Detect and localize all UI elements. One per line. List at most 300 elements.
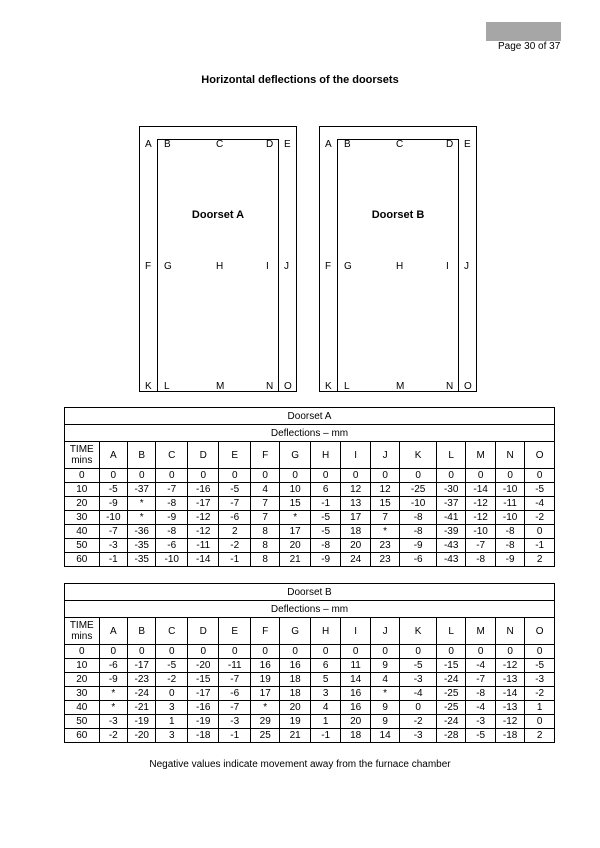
deflection-cell: 0	[128, 469, 156, 483]
deflection-cell: 0	[280, 469, 310, 483]
deflection-cell: -18	[187, 729, 219, 743]
point-label-n: N	[446, 381, 454, 392]
deflection-cell: 9	[370, 659, 399, 673]
deflection-cell: -16	[187, 701, 219, 715]
time-cell: 60	[65, 729, 100, 743]
deflection-cell: 2	[525, 553, 555, 567]
deflection-cell: 10	[280, 483, 310, 497]
deflection-cell: 5	[310, 673, 340, 687]
deflection-cell: -25	[436, 687, 465, 701]
deflection-cell: 17	[341, 511, 370, 525]
point-label-i: I	[446, 261, 449, 272]
point-label-m: M	[216, 381, 225, 392]
table-row	[65, 469, 555, 483]
point-label-k: K	[325, 381, 332, 392]
deflection-cell: 7	[250, 497, 279, 511]
deflection-cell: 0	[436, 469, 465, 483]
deflection-cell: 12	[370, 483, 399, 497]
deflection-cell: -25	[400, 483, 437, 497]
deflection-cell: 9	[370, 701, 399, 715]
deflection-cell: -8	[310, 539, 340, 553]
deflection-cell: 20	[341, 539, 370, 553]
table-row	[65, 553, 555, 567]
table-row	[65, 645, 555, 659]
deflection-cell: 0	[436, 645, 465, 659]
deflection-cell: 0	[370, 645, 399, 659]
deflection-cell: -9	[99, 673, 127, 687]
deflection-cell: *	[250, 701, 279, 715]
time-header: TIME mins	[65, 618, 100, 645]
deflection-cell: 6	[310, 659, 340, 673]
deflection-cell: -5	[310, 525, 340, 539]
deflection-cell: -6	[219, 511, 251, 525]
deflection-cell: -4	[525, 497, 555, 511]
deflection-cell: -5	[400, 659, 437, 673]
deflection-cell: -35	[128, 553, 156, 567]
deflection-cell: 0	[525, 469, 555, 483]
table-title: Doorset A	[65, 408, 555, 425]
time-cell: 50	[65, 715, 100, 729]
deflection-cell: -2	[156, 673, 188, 687]
point-label-f: F	[325, 261, 332, 272]
column-header-m: M	[466, 618, 495, 645]
deflection-cell: -24	[436, 715, 465, 729]
point-label-d: D	[446, 139, 454, 150]
column-header-d: D	[187, 442, 219, 469]
deflection-cell: -17	[187, 497, 219, 511]
table-row	[65, 729, 555, 743]
column-header-d: D	[187, 618, 219, 645]
deflection-cell: -5	[219, 483, 251, 497]
deflection-cell: -5	[156, 659, 188, 673]
deflection-cell: -28	[436, 729, 465, 743]
deflection-cell: 0	[341, 469, 370, 483]
time-cell: 20	[65, 673, 100, 687]
footnote: Negative values indicate movement away from the furnace chamber	[149, 759, 451, 770]
deflection-cell: 21	[280, 729, 310, 743]
deflection-cell: -6	[219, 687, 251, 701]
deflection-cell: 2	[525, 729, 555, 743]
table-row	[65, 539, 555, 553]
point-label-d: D	[266, 139, 274, 150]
table-row	[65, 525, 555, 539]
deflection-cell: -37	[436, 497, 465, 511]
deflection-cell: 0	[310, 469, 340, 483]
deflection-cell: -10	[156, 553, 188, 567]
point-label-g: G	[164, 261, 172, 272]
deflection-cell: -10	[495, 511, 524, 525]
deflection-cell: -4	[466, 701, 495, 715]
deflection-cell: -14	[466, 483, 495, 497]
point-label-m: M	[396, 381, 405, 392]
deflection-cell: -4	[466, 659, 495, 673]
deflection-cell: -3	[400, 729, 437, 743]
doorset-b-deflection-table	[64, 583, 555, 743]
deflection-cell: 0	[156, 469, 188, 483]
deflection-cell: -2	[99, 729, 127, 743]
deflection-cell: 0	[466, 469, 495, 483]
point-label-c: C	[396, 139, 404, 150]
deflection-cell: -11	[219, 659, 251, 673]
deflection-cell: -8	[156, 525, 188, 539]
deflection-cell: 29	[250, 715, 279, 729]
table-row	[65, 497, 555, 511]
deflection-cell: -5	[525, 659, 555, 673]
deflection-cell: -2	[525, 511, 555, 525]
column-header-o: O	[525, 442, 555, 469]
deflection-cell: 25	[250, 729, 279, 743]
deflection-cell: -2	[525, 687, 555, 701]
deflection-cell: -1	[219, 553, 251, 567]
deflection-cell: 0	[341, 645, 370, 659]
column-header-m: M	[466, 442, 495, 469]
deflection-cell: 2	[219, 525, 251, 539]
deflection-cell: 16	[341, 701, 370, 715]
deflection-cell: -6	[156, 539, 188, 553]
deflection-cell: -14	[187, 553, 219, 567]
table-subtitle: Deflections – mm	[65, 425, 555, 442]
deflection-cell: 3	[310, 687, 340, 701]
deflection-cell: -12	[187, 525, 219, 539]
deflection-cell: 23	[370, 539, 399, 553]
deflection-cell: -13	[495, 673, 524, 687]
deflection-cell: 8	[250, 525, 279, 539]
column-header-g: G	[280, 618, 310, 645]
page-number: Page 30 of 37	[498, 41, 561, 52]
point-label-l: L	[164, 381, 170, 392]
deflection-cell: 8	[250, 553, 279, 567]
deflection-cell: -19	[128, 715, 156, 729]
table-row	[65, 715, 555, 729]
table-title: Doorset B	[65, 584, 555, 601]
deflection-cell: 0	[495, 645, 524, 659]
deflection-cell: 3	[156, 729, 188, 743]
point-label-n: N	[266, 381, 274, 392]
column-header-e: E	[219, 442, 251, 469]
point-label-o: O	[464, 381, 472, 392]
deflection-cell: -3	[525, 673, 555, 687]
deflection-cell: -1	[310, 729, 340, 743]
page-title: Horizontal deflections of the doorsets	[201, 74, 399, 86]
deflection-cell: 0	[156, 645, 188, 659]
deflection-cell: *	[370, 687, 399, 701]
deflection-cell: 17	[250, 687, 279, 701]
deflection-cell: 0	[128, 645, 156, 659]
point-label-j: J	[464, 261, 469, 272]
deflection-cell: 13	[341, 497, 370, 511]
deflection-cell: 8	[250, 539, 279, 553]
deflection-cell: 18	[280, 673, 310, 687]
deflection-cell: -10	[495, 483, 524, 497]
deflection-cell: 0	[466, 645, 495, 659]
deflection-cell: 0	[400, 469, 437, 483]
deflection-cell: 0	[525, 645, 555, 659]
deflection-cell: 16	[341, 687, 370, 701]
time-cell: 0	[65, 645, 100, 659]
deflection-cell: -9	[495, 553, 524, 567]
deflection-cell: -15	[436, 659, 465, 673]
deflection-cell: -9	[310, 553, 340, 567]
deflection-cell: 0	[250, 645, 279, 659]
deflection-cell: -1	[219, 729, 251, 743]
deflection-cell: -21	[128, 701, 156, 715]
time-cell: 40	[65, 525, 100, 539]
deflection-cell: -39	[436, 525, 465, 539]
point-label-f: F	[145, 261, 152, 272]
deflection-cell: 0	[99, 645, 127, 659]
deflection-cell: -12	[495, 715, 524, 729]
column-header-n: N	[495, 442, 524, 469]
point-label-g: G	[344, 261, 352, 272]
column-header-b: B	[128, 442, 156, 469]
deflection-cell: 18	[341, 525, 370, 539]
deflection-cell: 0	[219, 469, 251, 483]
deflection-cell: -6	[400, 553, 437, 567]
deflection-cell: -3	[400, 673, 437, 687]
column-header-h: H	[310, 618, 340, 645]
deflection-cell: 12	[341, 483, 370, 497]
deflection-cell: 0	[187, 469, 219, 483]
deflection-cell: *	[99, 701, 127, 715]
deflection-cell: -3	[466, 715, 495, 729]
deflection-cell: 20	[341, 715, 370, 729]
deflection-cell: -24	[128, 687, 156, 701]
column-header-a: A	[99, 442, 127, 469]
table-row	[65, 659, 555, 673]
deflection-cell: -13	[495, 701, 524, 715]
column-header-e: E	[219, 618, 251, 645]
deflection-cell: -2	[400, 715, 437, 729]
column-header-b: B	[128, 618, 156, 645]
column-header-k: K	[400, 618, 437, 645]
deflection-cell: -7	[219, 497, 251, 511]
deflection-cell: 0	[495, 469, 524, 483]
deflection-cell: *	[128, 511, 156, 525]
deflection-cell: -11	[495, 497, 524, 511]
deflection-cell: -20	[187, 659, 219, 673]
doorset-b-diagram	[319, 126, 477, 392]
column-header-f: F	[250, 618, 279, 645]
deflection-cell: -7	[466, 673, 495, 687]
point-label-i: I	[266, 261, 269, 272]
column-header-i: I	[341, 618, 370, 645]
deflection-cell: 1	[156, 715, 188, 729]
deflection-cell: -17	[187, 687, 219, 701]
deflection-cell: 17	[280, 525, 310, 539]
time-header: TIME mins	[65, 442, 100, 469]
deflection-cell: -8	[400, 511, 437, 525]
deflection-cell: -14	[495, 687, 524, 701]
column-header-k: K	[400, 442, 437, 469]
point-label-e: E	[464, 139, 471, 150]
deflection-cell: -25	[436, 701, 465, 715]
deflection-cell: -37	[128, 483, 156, 497]
deflection-cell: 0	[400, 645, 437, 659]
doorset-a-deflection-table	[64, 407, 555, 567]
doorset-a-diagram	[139, 126, 297, 392]
deflection-cell: -5	[99, 483, 127, 497]
deflection-cell: 18	[280, 687, 310, 701]
deflection-cell: -1	[310, 497, 340, 511]
deflection-cell: 15	[280, 497, 310, 511]
deflection-cell: 14	[370, 729, 399, 743]
time-cell: 30	[65, 687, 100, 701]
deflection-cell: 1	[310, 715, 340, 729]
deflection-cell: -36	[128, 525, 156, 539]
deflection-cell: -8	[466, 687, 495, 701]
deflection-cell: 4	[250, 483, 279, 497]
deflection-cell: -7	[219, 673, 251, 687]
deflection-cell: -6	[99, 659, 127, 673]
deflection-cell: 23	[370, 553, 399, 567]
doorset-name: Doorset A	[191, 209, 245, 221]
point-label-e: E	[284, 139, 291, 150]
deflection-cell: -43	[436, 553, 465, 567]
deflection-cell: -7	[99, 525, 127, 539]
time-cell: 30	[65, 511, 100, 525]
deflection-cell: -8	[400, 525, 437, 539]
column-header-c: C	[156, 618, 188, 645]
point-label-o: O	[284, 381, 292, 392]
deflection-cell: 0	[310, 645, 340, 659]
deflection-cell: -16	[187, 483, 219, 497]
time-cell: 0	[65, 469, 100, 483]
point-label-a: A	[325, 139, 332, 150]
deflection-cell: 1	[525, 701, 555, 715]
deflection-cell: -1	[99, 553, 127, 567]
deflection-cell: 19	[250, 673, 279, 687]
point-label-c: C	[216, 139, 224, 150]
deflection-cell: -3	[99, 715, 127, 729]
point-label-k: K	[145, 381, 152, 392]
deflection-cell: 0	[187, 645, 219, 659]
deflection-cell: 19	[280, 715, 310, 729]
deflection-cell: 9	[370, 715, 399, 729]
deflection-cell: 0	[525, 715, 555, 729]
deflection-cell: 11	[341, 659, 370, 673]
deflection-cell: -9	[156, 511, 188, 525]
deflection-cell: 0	[400, 701, 437, 715]
column-header-i: I	[341, 442, 370, 469]
header-redaction-box	[486, 22, 561, 41]
point-label-b: B	[164, 139, 171, 150]
table-row	[65, 701, 555, 715]
deflection-cell: 4	[310, 701, 340, 715]
deflection-cell: 16	[280, 659, 310, 673]
deflection-cell: 21	[280, 553, 310, 567]
deflection-cell: -30	[436, 483, 465, 497]
deflection-cell: -15	[187, 673, 219, 687]
deflection-cell: -41	[436, 511, 465, 525]
deflection-cell: 3	[156, 701, 188, 715]
table-row	[65, 511, 555, 525]
deflection-cell: -12	[466, 497, 495, 511]
table-row	[65, 687, 555, 701]
column-header-o: O	[525, 618, 555, 645]
deflection-cell: 0	[156, 687, 188, 701]
column-header-f: F	[250, 442, 279, 469]
deflection-cell: -11	[187, 539, 219, 553]
deflection-cell: -2	[219, 539, 251, 553]
time-cell: 50	[65, 539, 100, 553]
point-label-h: H	[216, 261, 224, 272]
point-label-a: A	[145, 139, 152, 150]
deflection-cell: -17	[128, 659, 156, 673]
deflection-cell: -35	[128, 539, 156, 553]
deflection-cell: 4	[370, 673, 399, 687]
deflection-cell: 15	[370, 497, 399, 511]
deflection-cell: 24	[341, 553, 370, 567]
table-subtitle: Deflections – mm	[65, 601, 555, 618]
deflection-cell: -10	[99, 511, 127, 525]
doorset-name: Doorset B	[371, 209, 425, 221]
column-header-l: L	[436, 442, 465, 469]
deflection-cell: 7	[370, 511, 399, 525]
deflection-cell: -12	[495, 659, 524, 673]
time-cell: 10	[65, 483, 100, 497]
deflection-cell: -7	[466, 539, 495, 553]
point-label-b: B	[344, 139, 351, 150]
column-header-a: A	[99, 618, 127, 645]
table-row	[65, 483, 555, 497]
column-header-c: C	[156, 442, 188, 469]
deflection-cell: 0	[370, 469, 399, 483]
deflection-cell: -8	[156, 497, 188, 511]
deflection-cell: -23	[128, 673, 156, 687]
deflection-cell: -24	[436, 673, 465, 687]
point-label-l: L	[344, 381, 350, 392]
column-header-g: G	[280, 442, 310, 469]
deflection-cell: -43	[436, 539, 465, 553]
deflection-cell: -20	[128, 729, 156, 743]
deflection-cell: -7	[156, 483, 188, 497]
deflection-cell: -1	[525, 539, 555, 553]
deflection-cell: 20	[280, 701, 310, 715]
column-header-j: J	[370, 618, 399, 645]
deflection-cell: 16	[250, 659, 279, 673]
deflection-cell: 14	[341, 673, 370, 687]
deflection-cell: -5	[310, 511, 340, 525]
deflection-cell: -8	[495, 525, 524, 539]
deflection-cell: *	[370, 525, 399, 539]
time-cell: 20	[65, 497, 100, 511]
deflection-cell: -8	[495, 539, 524, 553]
deflection-cell: 7	[250, 511, 279, 525]
deflection-cell: -3	[99, 539, 127, 553]
deflection-cell: 0	[99, 469, 127, 483]
point-label-j: J	[284, 261, 289, 272]
deflection-cell: 0	[280, 645, 310, 659]
table-row	[65, 673, 555, 687]
deflection-cell: -3	[219, 715, 251, 729]
time-cell: 60	[65, 553, 100, 567]
deflection-cell: -19	[187, 715, 219, 729]
deflection-cell: -5	[525, 483, 555, 497]
deflection-cell: 18	[341, 729, 370, 743]
column-header-n: N	[495, 618, 524, 645]
deflection-cell: -12	[466, 511, 495, 525]
deflection-cell: *	[280, 511, 310, 525]
deflection-cell: *	[128, 497, 156, 511]
deflection-cell: 20	[280, 539, 310, 553]
point-label-h: H	[396, 261, 404, 272]
deflection-cell: -9	[400, 539, 437, 553]
time-cell: 10	[65, 659, 100, 673]
deflection-cell: -18	[495, 729, 524, 743]
deflection-cell: -5	[466, 729, 495, 743]
deflection-cell: -4	[400, 687, 437, 701]
deflection-cell: -10	[466, 525, 495, 539]
